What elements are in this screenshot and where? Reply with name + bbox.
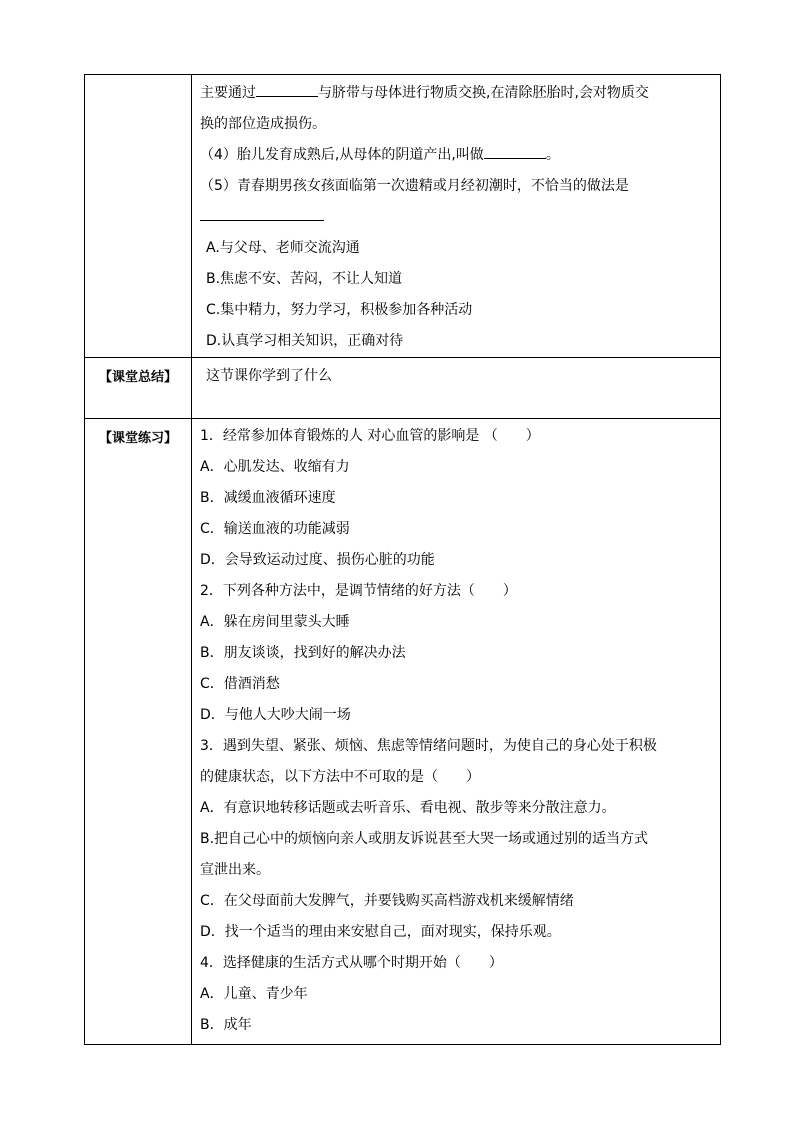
option-c: C.集中精力，努力学习，积极参加各种活动	[206, 302, 473, 318]
practice-cell	[192, 419, 721, 1045]
practice-line: 2．下列各种方法中，是调节情绪的好方法（ ）	[200, 583, 517, 599]
practice-line: A．有意识地转移话题或去听音乐、看电视、散步等来分散注意力。	[200, 800, 616, 816]
practice-line: D．与他人大吵大闹一场	[200, 707, 351, 723]
practice-line: A．躲在房间里蒙头大睡	[200, 614, 350, 630]
question-4	[192, 140, 720, 171]
practice-line: 宣泄出来。	[200, 862, 270, 878]
empty-label-cell	[85, 75, 192, 358]
option-a: A.与父母、老师交流沟通	[206, 240, 360, 256]
answer-line	[192, 202, 720, 233]
practice-label	[85, 419, 192, 1045]
answer-blank[interactable]	[484, 140, 546, 159]
practice-line: A．心肌发达、收缩有力	[200, 459, 350, 475]
question-5: （5）青春期男孩女孩面临第一次遗精或月经初潮时，不恰当的做法是	[200, 178, 629, 194]
text-fragment: 与脐带与母体进行物质交换,在清除胚胎时,会对物质交	[318, 85, 649, 101]
text-line	[192, 78, 720, 109]
practice-line: B．成年	[200, 1017, 252, 1033]
summary-cell	[192, 358, 721, 419]
practice-line: B．朋友谈谈，找到好的解决办法	[200, 645, 406, 661]
answer-blank[interactable]	[256, 78, 318, 97]
practice-line: A．儿童、青少年	[200, 986, 308, 1002]
continued-question-cell	[192, 75, 721, 358]
summary-row	[85, 358, 721, 419]
practice-line: 4．选择健康的生活方式从哪个时期开始（ ）	[200, 955, 503, 971]
worksheet-table	[84, 74, 721, 1045]
practice-line: D．会导致运动过度、损伤心脏的功能	[200, 552, 435, 568]
practice-label-text: 【课堂练习】	[98, 431, 177, 446]
practice-line: C．借酒消愁	[200, 676, 280, 692]
practice-line: C．输送血液的功能减弱	[200, 521, 350, 537]
text-fragment: 主要通过	[200, 85, 256, 101]
summary-text: 这节课你学到了什么	[206, 368, 332, 384]
summary-label	[85, 358, 192, 419]
option-b: B.焦虑不安、苦闷，不让人知道	[206, 271, 403, 287]
text-line: 换的部位造成损伤。	[200, 116, 326, 132]
practice-line: B．减缓血液循环速度	[200, 490, 336, 506]
answer-blank[interactable]	[200, 202, 324, 221]
practice-row	[85, 419, 721, 1045]
continued-question-row	[85, 75, 721, 358]
practice-line: B.把自己心中的烦恼向亲人或朋友诉说甚至大哭一场或通过别的适当方式	[200, 831, 649, 847]
practice-line: 3．遇到失望、紧张、烦恼、焦虑等情绪问题时，为使自己的身心处于积极	[200, 738, 657, 754]
summary-label-text: 【课堂总结】	[98, 370, 177, 385]
option-d: D.认真学习相关知识，正确对待	[206, 333, 404, 349]
practice-line: D．找一个适当的理由来安慰自己，面对现实，保持乐观。	[200, 924, 561, 940]
text-fragment: （4）胎儿发育成熟后,从母体的阴道产出,叫做	[200, 147, 484, 163]
practice-line: C．在父母面前大发脾气，并要钱购买高档游戏机来缓解情绪	[200, 893, 574, 909]
text-fragment: 。	[545, 147, 560, 163]
practice-line: 的健康状态，以下方法中不可取的是（ ）	[200, 769, 480, 785]
practice-line: 1．经常参加体育锻炼的人 对心血管的影响是 （ ）	[200, 428, 540, 444]
